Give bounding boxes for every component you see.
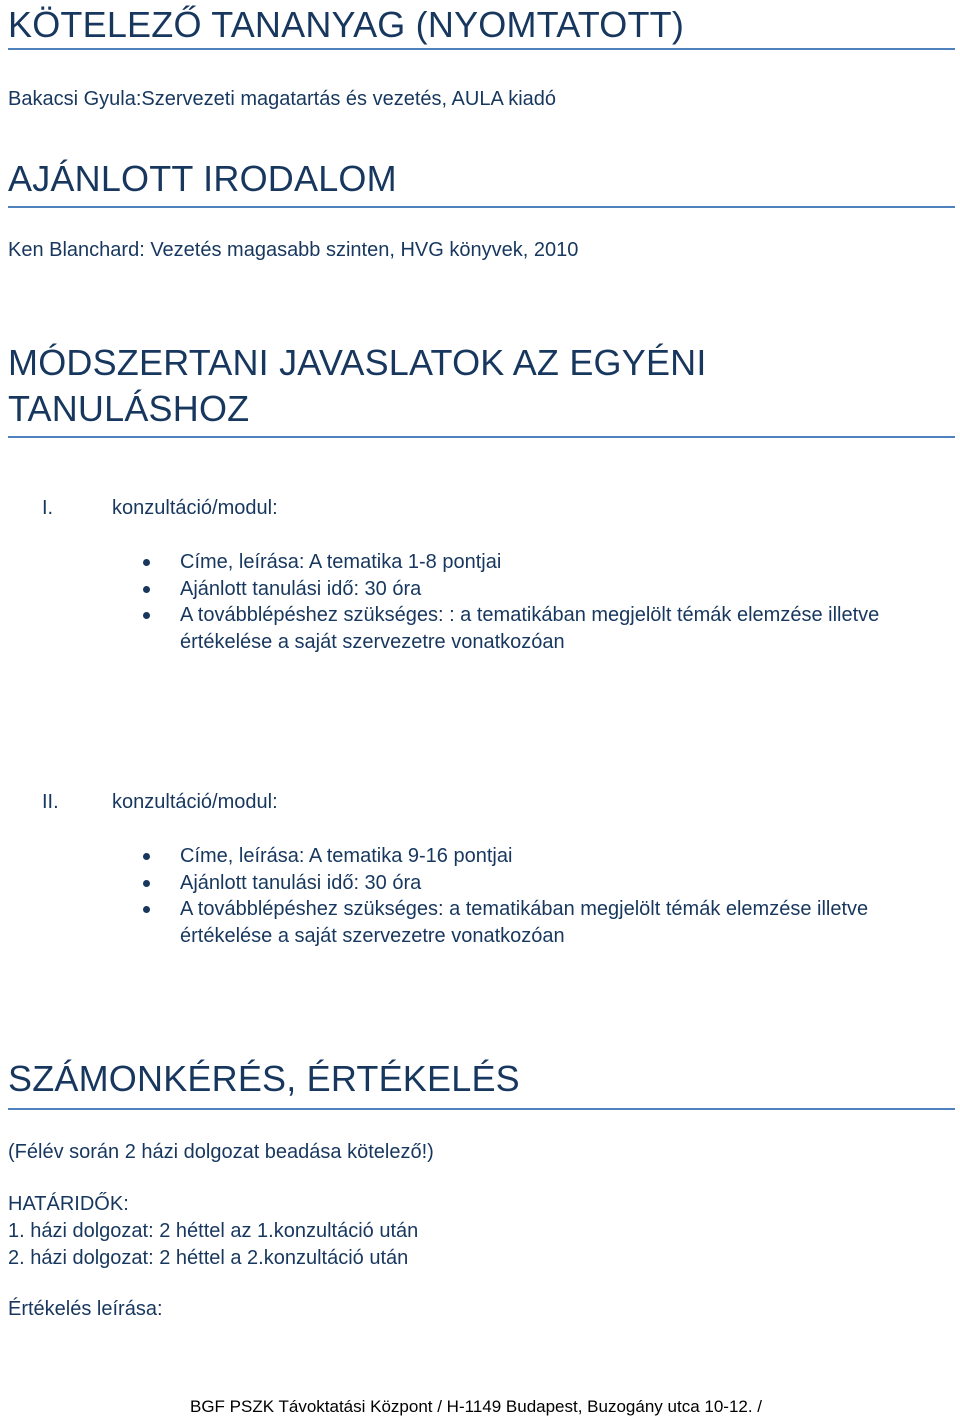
deadlines-label: HATÁRIDŐK: (8, 1193, 129, 1215)
deadline-item: 2. házi dolgozat: 2 héttel a 2.konzultáció után (8, 1247, 409, 1269)
page-footer: BGF PSZK Távoktatási Központ / H-1149 Budapest, Buzogány utca 10-12. / (190, 1397, 763, 1416)
list-item-text: Ajánlott tanulási idő: 30 óra (180, 871, 422, 894)
section-heading-szamonkeres: SZÁMONKÉRÉS, ÉRTÉKELÉS (8, 1056, 955, 1110)
bullet-icon (143, 586, 150, 593)
list-item-text: Ajánlott tanulási idő: 30 óra (180, 577, 422, 600)
list-item-text: Címe, leírása: A tematika 9-16 pontjai (180, 845, 513, 867)
module-bullet-list (140, 843, 930, 949)
section-heading-modszertani-line1: MÓDSZERTANI JAVASLATOK AZ EGYÉNI (8, 342, 707, 383)
evaluation-label: Értékelés leírása: (8, 1298, 163, 1320)
module-number: I. (42, 497, 54, 519)
module-heading (0, 789, 600, 815)
list-item-text: A továbblépéshez szükséges: a tematikában megjelölt témák elemzése illetve értékelése a saját szervezetre vonatkozóan (180, 898, 869, 947)
module-number: II. (42, 791, 59, 813)
required-book-text: Bakacsi Gyula:Szervezeti magatartás és vezetés, AULA kiadó (8, 88, 557, 110)
list-item-text: Címe, leírása: A tematika 1-8 pontjai (180, 551, 502, 573)
section-heading-modszertani (8, 340, 955, 438)
recommended-book-text: Ken Blanchard: Vezetés magasabb szinten, HVG könyvek, 2010 (8, 239, 579, 261)
deadline-item: 1. házi dolgozat: 2 héttel az 1.konzultáció után (8, 1220, 419, 1242)
list-item (140, 870, 930, 897)
list-item-text: A továbblépéshez szükséges: : a tematikában megjelölt témák elemzése illetve értékelése a saját szervezetre vonatkozóan (180, 604, 880, 653)
section-heading-kotelezo: KÖTELEZŐ TANANYAG (NYOMTATOTT) (8, 2, 955, 50)
section-heading-modszertani-line2: TANULÁSHOZ (8, 388, 250, 429)
bullet-icon (143, 853, 150, 860)
module-label: konzultáció/modul: (112, 791, 278, 813)
bullet-icon (143, 906, 150, 913)
module-heading (0, 495, 600, 521)
section-heading-ajanlott: AJÁNLOTT IRODALOM (8, 156, 955, 208)
module-bullet-list (140, 549, 930, 655)
assessment-note: (Félév során 2 házi dolgozat beadása kötelező!) (8, 1141, 434, 1163)
list-item (140, 576, 930, 603)
list-item (140, 549, 930, 576)
list-item (140, 896, 930, 949)
module-label: konzultáció/modul: (112, 497, 278, 519)
bullet-icon (143, 612, 150, 619)
bullet-icon (143, 559, 150, 566)
list-item (140, 843, 930, 870)
list-item (140, 602, 930, 655)
bullet-icon (143, 880, 150, 887)
